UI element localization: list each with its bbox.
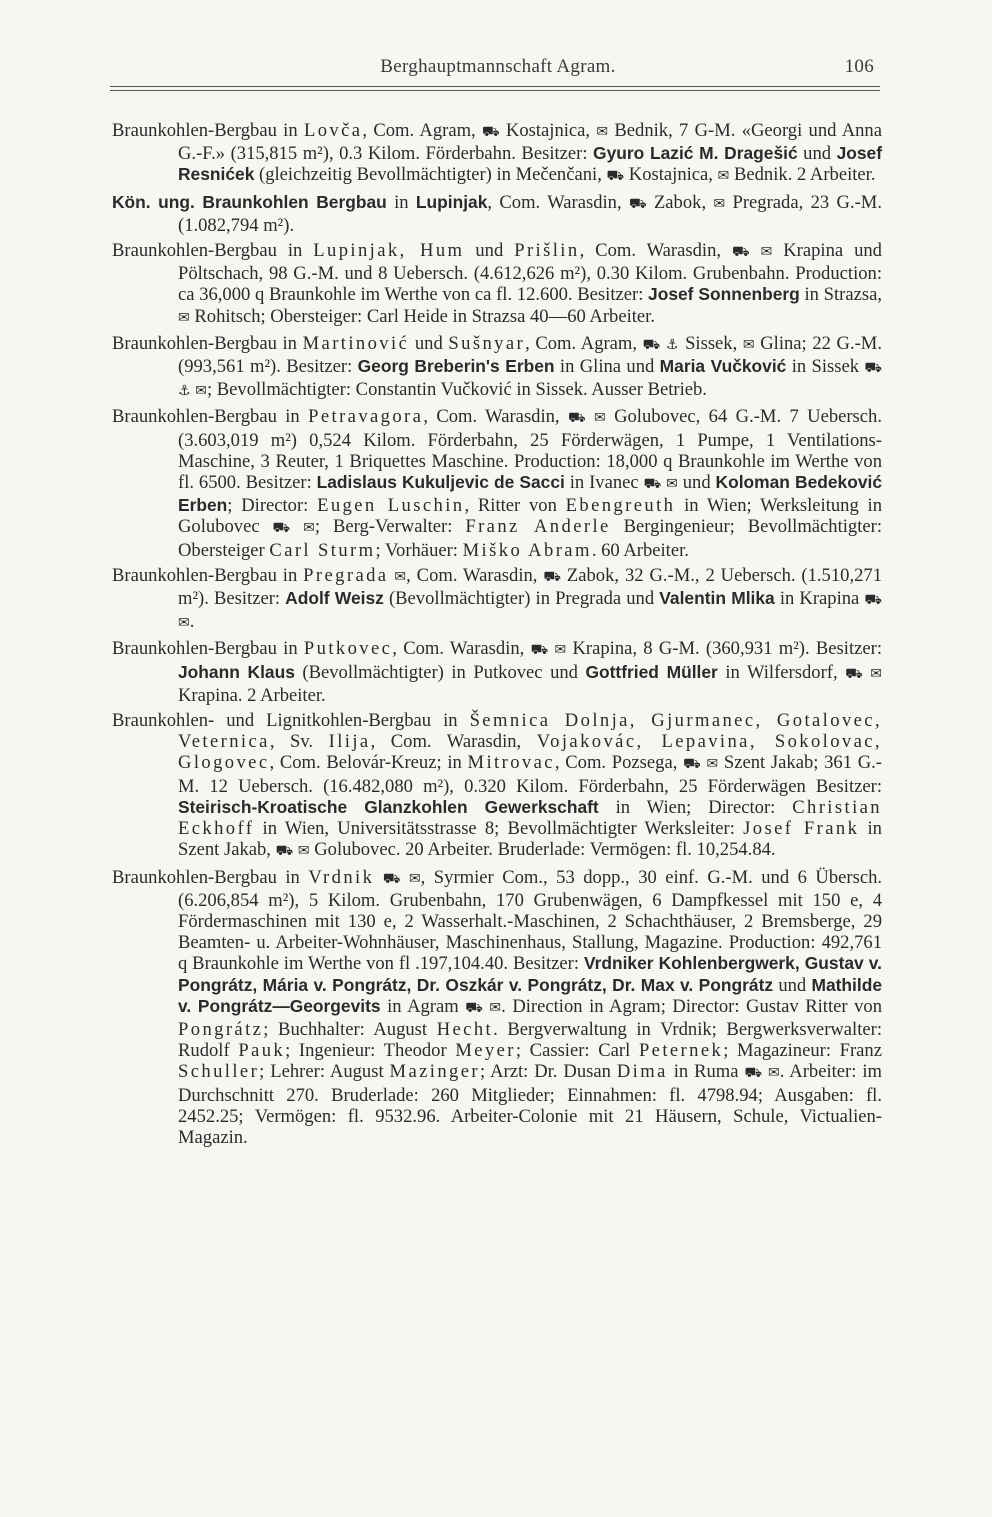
- mine-entry: [112, 710, 882, 862]
- entry-text: in Ivanec: [564, 472, 644, 494]
- station-icon: ⛟: [864, 360, 883, 377]
- mine-entry: [112, 120, 882, 188]
- header-title: Berghauptmannschaft Agram.: [380, 56, 616, 77]
- owner-name: Vrdniker Kohlenbergwerk, Gustav v. Pongrátz, Mária v. Pongrátz, Dr. Oszkár v. Pongrátz, Dr. Max v. Pongrátz: [178, 953, 882, 995]
- entry-text: in Agram: [380, 995, 466, 1017]
- spaced-name: Putkovec: [303, 638, 393, 660]
- anchor-icon: ⚓: [178, 383, 191, 400]
- entry-text: Golubovec. 20 Arbeiter. Bruderlade: Vermögen: fl. 10,254.84.: [309, 839, 776, 861]
- station-icon: ⛟: [642, 336, 661, 353]
- entry-text: , Com. Warasdin,: [423, 406, 568, 428]
- spaced-name: Christian Eckhoff: [178, 796, 882, 840]
- entry-text: ; Lehrer: August: [259, 1061, 390, 1083]
- entry-text: [290, 516, 303, 537]
- station-icon: ⛟: [606, 168, 625, 185]
- entry-text: ; Berg-Verwalter:: [314, 516, 466, 538]
- mine-entry: [112, 867, 882, 1149]
- owner-name: Adolf Weisz: [285, 588, 384, 609]
- entry-text: [374, 867, 383, 888]
- entry-text: in Szent Jakab,: [178, 818, 882, 861]
- owner-name: Maria Vučković: [659, 356, 787, 377]
- entry-text: Braunkohlen- und Lignitkohlen-Bergbau in: [112, 710, 470, 732]
- entry-text: in Wien; Director:: [598, 796, 793, 818]
- entry-text: . 60 Arbeiter.: [591, 539, 689, 561]
- post-icon: ✉: [760, 244, 773, 261]
- owner-name: Josef Resnićek: [178, 143, 882, 185]
- owner-name: Kön. ung. Braunkohlen Bergbau: [112, 191, 387, 212]
- post-icon: ✉: [768, 1065, 780, 1082]
- entry-text: Golubovec, 64 G.-M. 7 Uebersch. (3.603,019 m²) 0,524 Kilom. Förderbahn, 25 Förderwägen, 1 Pumpe, 1 Ventilations-Maschine, 3 Reuter, 1 Briquettes Maschine. Production: 18,000 q Braunkohle im Werthe von fl. 6500. Besitzer:: [178, 406, 882, 494]
- entry-text: Bednik. 2 Arbeiter.: [729, 164, 876, 186]
- spaced-name: Dima: [616, 1061, 668, 1083]
- entry-text: Braunkohlen-Bergbau in: [112, 564, 304, 586]
- entry-text: Braunkohlen-Bergbau in: [112, 406, 309, 428]
- station-icon: ⛟: [864, 592, 883, 609]
- owner-name: Mathilde v. Pongrátz—Georgevits: [178, 974, 882, 1016]
- spaced-name: Franz Anderle: [465, 516, 611, 538]
- entry-text: [750, 240, 761, 261]
- header-rule: [110, 86, 880, 87]
- spaced-name: Vojakovác, Lepavina, Sokolovac, Glogovec: [178, 731, 882, 774]
- entry-text: Zabok,: [646, 191, 714, 213]
- entry-text: Braunkohlen-Bergbau in: [112, 638, 304, 660]
- entry-text: Szent Jakab; 361 G.-M. 12 Uebersch. (16.482,080 m²), 0.320 Kilom. Förderbahn, 25 Förderwägen Besitzer:: [178, 752, 882, 797]
- spaced-name: Pauk: [238, 1040, 286, 1062]
- post-icon: ✉: [303, 520, 315, 537]
- entry-text: Braunkohlen-Bergbau in: [112, 120, 304, 141]
- entry-text: Pregrada, 23 G.-M. (1.082,794 m²).: [178, 191, 882, 236]
- spaced-name: Vrdnik: [308, 866, 375, 888]
- spaced-name: Peternek: [638, 1040, 724, 1062]
- station-icon: ⛟: [845, 665, 863, 682]
- post-icon: ✉: [297, 843, 310, 860]
- entry-text: ; Director:: [227, 495, 318, 517]
- mine-entry: [112, 406, 882, 560]
- owner-name: Ladislaus Kukuljevic de Sacci: [316, 472, 565, 493]
- station-icon: ⛟: [530, 642, 549, 659]
- owner-name: Josef Sonnenberg: [648, 284, 800, 305]
- entry-text: Zabok, 32 G.-M., 2 Uebersch. (1.510,271 m²). Besitzer:: [178, 564, 882, 610]
- entry-text: in Krapina: [774, 588, 865, 610]
- entry-text: ; Bevollmächtigter: Constantin Vučković in Sissek. Ausser Betrieb.: [206, 379, 707, 401]
- entry-list: [112, 120, 882, 1152]
- entry-text: Bergingenieur; Bevollmächtigter: Obersteiger: [178, 516, 882, 561]
- post-icon: ✉: [593, 410, 606, 427]
- entry-text: in Wilfersdorf,: [717, 661, 846, 683]
- owner-name: Georg Breberin's Erben: [357, 356, 555, 377]
- entry-text: Braunkohlen-Bergbau in: [112, 240, 314, 262]
- spaced-name: Sušnyar: [448, 332, 526, 354]
- entry-text: ; Cassier: Carl: [515, 1040, 639, 1062]
- entry-text: Bednik, 7 G-M. «Georgi und Anna G.-F.» (315,815 m²), 0.3 Kilom. Förderbahn. Besitzer:: [178, 120, 882, 165]
- post-icon: ✉: [178, 309, 190, 326]
- entry-text: Krapina. 2 Arbeiter.: [178, 684, 326, 706]
- spaced-name: Prišlin: [514, 240, 580, 262]
- entry-text: ; Magazineur: Franz: [723, 1040, 882, 1062]
- entry-text: Kostajnica,: [624, 164, 718, 186]
- entry-text: [586, 406, 594, 427]
- entry-text: Braunkohlen-Bergbau in: [112, 866, 309, 888]
- entry-text: in Wien, Universitätsstrasse 8; Bevollmächtigter Werksleiter:: [254, 818, 744, 840]
- entry-text: , Com. Warasdin,: [392, 638, 531, 660]
- owner-name: Steirisch-Kroatische Glanzkohlen Gewerkschaft: [178, 796, 599, 817]
- header-rule: [110, 90, 880, 91]
- entry-text: [400, 867, 409, 888]
- entry-text: (Bevollmächtigter) in Putkovec und: [294, 661, 586, 683]
- entry-text: .: [189, 611, 195, 633]
- entry-text: , Ritter von: [464, 495, 566, 517]
- post-icon: ✉: [713, 195, 726, 212]
- station-icon: ⛟: [683, 756, 701, 773]
- mine-entry: [112, 333, 882, 403]
- entry-text: und: [409, 332, 449, 354]
- spaced-name: Eugen Luschin: [317, 495, 465, 517]
- station-icon: ⛟: [744, 1065, 763, 1082]
- entry-text: . Bergverwaltung in Vrdnik; Bergwerksverwalter: Rudolf: [178, 1018, 883, 1062]
- post-icon: ✉: [666, 476, 678, 493]
- entry-text: Krapina, 8 G-M. (360,931 m²). Besitzer:: [566, 638, 882, 660]
- spaced-name: Schuller: [178, 1061, 260, 1083]
- post-icon: ✉: [706, 756, 719, 773]
- spaced-name: Pongrátz: [178, 1018, 264, 1040]
- entry-text: ; Vorhäuer:: [375, 539, 463, 561]
- entry-text: in Ruma: [667, 1061, 745, 1083]
- owner-name: Gottfried Müller: [585, 661, 718, 682]
- owner-name: Lupinjak: [415, 191, 488, 212]
- entry-text: in: [386, 191, 416, 213]
- entry-text: , Com. Warasdin,: [370, 731, 537, 753]
- spaced-name: Ilija: [328, 731, 371, 753]
- entry-text: und: [677, 472, 716, 494]
- post-icon: ✉: [596, 124, 609, 140]
- entry-text: . Arbeiter: im Durchschnitt 270. Bruderlade: 260 Mitglieder; Einnahmen: fl. 4798.94; Ausgaben: fl. 2452.25; Vermögen: fl. 9532.96. Arbeiter-Colonie mit 21 Häusern, Schule, Victualien-Magazin.: [178, 1061, 882, 1148]
- spaced-name: Mazinger: [389, 1061, 480, 1083]
- mine-entry: [112, 192, 882, 236]
- entry-text: Glina; 22 G.-M. (993,561 m²). Besitzer:: [178, 332, 882, 378]
- station-icon: ⛟: [481, 124, 500, 140]
- entry-text: , Com. Warasdin,: [579, 240, 732, 262]
- entry-text: Sissek,: [679, 332, 743, 354]
- entry-text: und: [464, 240, 515, 262]
- entry-text: (gleichzeitig Bevollmächtigter) in Mečenčani,: [254, 164, 607, 186]
- entry-text: , Syrmier Com., 53 dopp., 30 einf. G.-M. und 6 Übersch. (6.206,854 m²), 5 Kilom. Grubenbahn, 170 Grubenwägen, 6 Dampfkessel mit 150 e, 4 Fördermaschinen mit 130 e, 2 Wasserhalt.-Maschinen, 2 Schachthäuser, 2 Bremsberge, 29 Beamten- u. Arbeiter-Wohnhäuser, Maschinenhaus, Stallung, Magazine. Production: 492,761 q Braunkohle im Werthe von fl .197,104.40. Besitzer:: [178, 866, 883, 975]
- post-icon: ✉: [408, 870, 421, 887]
- mine-entry: [112, 638, 882, 706]
- post-icon: ✉: [717, 168, 730, 185]
- spaced-name: Lupinjak, Hum: [313, 240, 465, 262]
- post-icon: ✉: [870, 665, 882, 682]
- anchor-icon: ⚓: [665, 336, 680, 353]
- entry-text: Kostajnica,: [499, 120, 597, 141]
- spaced-name: Hecht: [436, 1018, 494, 1040]
- entry-text: , Com. Pozsega,: [554, 752, 684, 774]
- entry-text: Braunkohlen-Bergbau in: [112, 332, 303, 354]
- station-icon: ⛟: [543, 568, 561, 585]
- entry-text: , Com. Agram,: [362, 120, 482, 141]
- spaced-name: Meyer: [455, 1040, 516, 1062]
- owner-name: Johann Klaus: [178, 661, 295, 682]
- entry-text: Krapina und Pöltschach, 98 G.-M. und 8 Uebersch. (4.612,626 m²), 0.30 Kilom. Grubenbahn. Production: ca 36,000 q Braunkohle im Werthe von ca fl. 12.600. Besitzer:: [178, 240, 882, 306]
- station-icon: ⛟: [382, 870, 401, 887]
- spaced-name: Šemnica Dolnja, Gjurmanec, Gotalovec, Veternica: [178, 710, 882, 753]
- post-icon: ✉: [394, 568, 407, 585]
- spaced-name: Lovča: [303, 120, 363, 141]
- spaced-name: Josef Frank: [743, 818, 860, 840]
- entry-text: ; Arzt: Dr. Dusan: [480, 1061, 617, 1083]
- page-number: 106: [844, 56, 874, 77]
- entry-text: in Strazsa,: [799, 284, 882, 306]
- entry-text: , Com. Agram,: [525, 332, 643, 354]
- entry-text: , Com. Warasdin,: [406, 564, 544, 586]
- station-icon: ⛟: [643, 476, 662, 493]
- spaced-name: Martinović: [302, 332, 410, 354]
- entry-text: und: [773, 974, 812, 996]
- post-icon: ✉: [178, 615, 190, 632]
- spaced-name: Mitrovac: [467, 752, 555, 774]
- owner-name: Valentin Mlika: [659, 588, 775, 609]
- entry-text: Rohitsch; Obersteiger: Carl Heide in Strazsa 40—60 Arbeiter.: [189, 305, 655, 327]
- entry-text: ; Buchhalter: August: [263, 1018, 437, 1040]
- entry-text: ; Ingenieur: Theodor: [285, 1040, 456, 1062]
- spaced-name: Carl Sturm: [269, 539, 376, 561]
- entry-text: , Com. Warasdin,: [487, 191, 629, 213]
- entry-text: in Sissek: [786, 356, 865, 378]
- station-icon: ⛟: [275, 843, 294, 860]
- entry-text: , Com. Belovár-Kreuz; in: [269, 752, 468, 774]
- post-icon: ✉: [742, 336, 755, 353]
- running-header: [118, 56, 878, 80]
- station-icon: ⛟: [465, 999, 483, 1016]
- mine-entry: [112, 565, 882, 635]
- post-icon: ✉: [195, 383, 207, 400]
- mine-entry: [112, 240, 882, 329]
- station-icon: ⛟: [567, 410, 586, 427]
- entry-text: . Direction in Agram; Director: Gustav Ritter von: [501, 995, 883, 1017]
- entry-text: in Wien; Werksleitung in Golubovec: [178, 495, 882, 538]
- post-icon: ✉: [554, 642, 567, 659]
- entry-text: , Sv.: [269, 731, 329, 753]
- station-icon: ⛟: [628, 195, 647, 212]
- post-icon: ✉: [489, 999, 502, 1016]
- entry-text: und: [797, 143, 837, 165]
- owner-name: Koloman Bedeković Erben: [178, 472, 883, 516]
- station-icon: ⛟: [272, 520, 291, 537]
- spaced-name: Ebengreuth: [565, 495, 676, 517]
- entry-text: in Glina und: [554, 356, 660, 378]
- owner-name: Gyuro Lazić M. Dragešić: [593, 143, 798, 164]
- spaced-name: Pregrada: [303, 564, 389, 586]
- spaced-name: Petravagora: [308, 406, 424, 428]
- station-icon: ⛟: [731, 244, 750, 261]
- spaced-name: Miško Abram: [462, 539, 592, 561]
- entry-text: (Bevollmächtigter) in Pregrada und: [383, 588, 660, 610]
